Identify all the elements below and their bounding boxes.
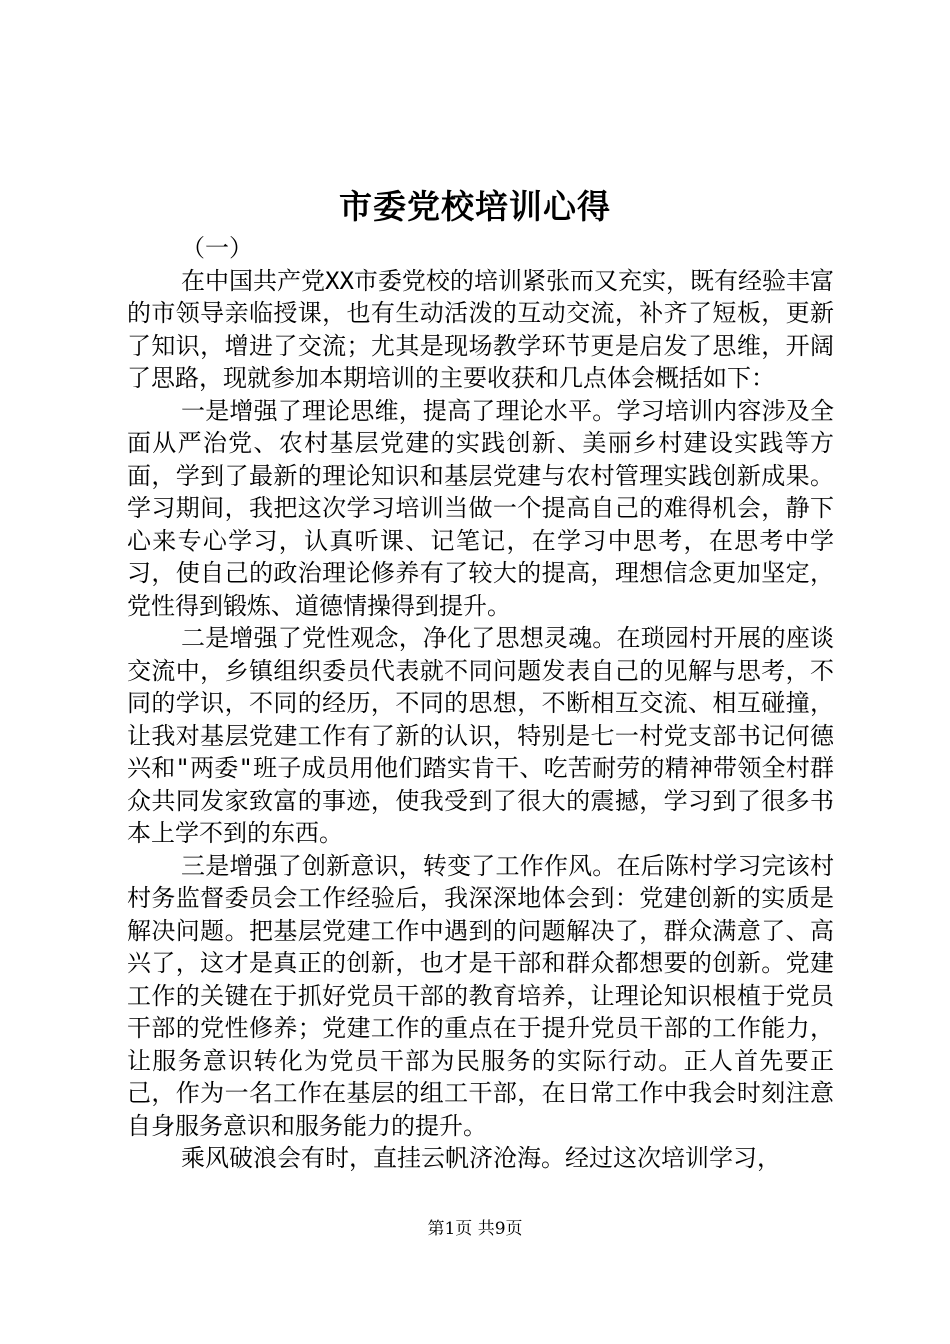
paragraph-intro: 在中国共产党XX市委党校的培训紧张而又充实，既有经验丰富的市领导亲临授课，也有生动活泼的互动交流，补齐了短板，更新了知识，增进了交流；尤其是现场教学环节更是启发了思维，开阔了思路，现就参加本期培训的主要收获和几点体会概括如下： [127,266,834,392]
paragraph-point-three: 三是增强了创新意识，转变了工作作风。在后陈村学习完该村村务监督委员会工作经验后，我深深地体会到：党建创新的实质是解决问题。把基层党建工作中遇到的问题解决了，群众满意了、高兴了，这才是真正的创新，也才是干部和群众都想要的创新。党建工作的关键在于抓好党员干部的教育培养，让理论知识根植于党员干部的党性修养；党建工作的重点在于提升党员干部的工作能力，让服务意识转化为党员干部为民服务的实际行动。正人首先要正己，作为一名工作在基层的组工干部，在日常工作中我会时刻注意自身服务意识和服务能力的提升。 [127,851,834,1140]
section-marker: （一） [181,234,253,262]
paragraph-point-one: 一是增强了理论思维，提高了理论水平。学习培训内容涉及全面从严治党、农村基层党建的实践创新、美丽乡村建设实践等方面，学到了最新的理论知识和基层党建与农村管理实践创新成果。学习期间，我把这次学习培训当做一个提高自己的难得机会，静下心来专心学习，认真听课、记笔记，在学习中思考，在思考中学习，使自己的政治理论修养有了较大的提高，理想信念更加坚定，党性得到锻炼、道德情操得到提升。 [127,396,834,620]
paragraph-closing: 乘风破浪会有时，直挂云帆济沧海。经过这次培训学习， [181,1144,781,1172]
document-title: 市委党校培训心得 [339,187,611,226]
paragraph-point-two: 二是增强了党性观念，净化了思想灵魂。在琐园村开展的座谈交流中，乡镇组织委员代表就不同问题发表自己的见解与思考，不同的学识，不同的经历，不同的思想，不断相互交流、相互碰撞，让我对基层党建工作有了新的认识，特别是七一村党支部书记何德兴和"两委"班子成员用他们踏实肯干、吃苦耐劳的精神带领全村群众共同发家致富的事迹，使我受到了很大的震撼，学习到了很多书本上学不到的东西。 [127,624,834,847]
page-number-footer: 第1页 共9页 [427,1219,523,1239]
document-body [127,232,834,1175]
